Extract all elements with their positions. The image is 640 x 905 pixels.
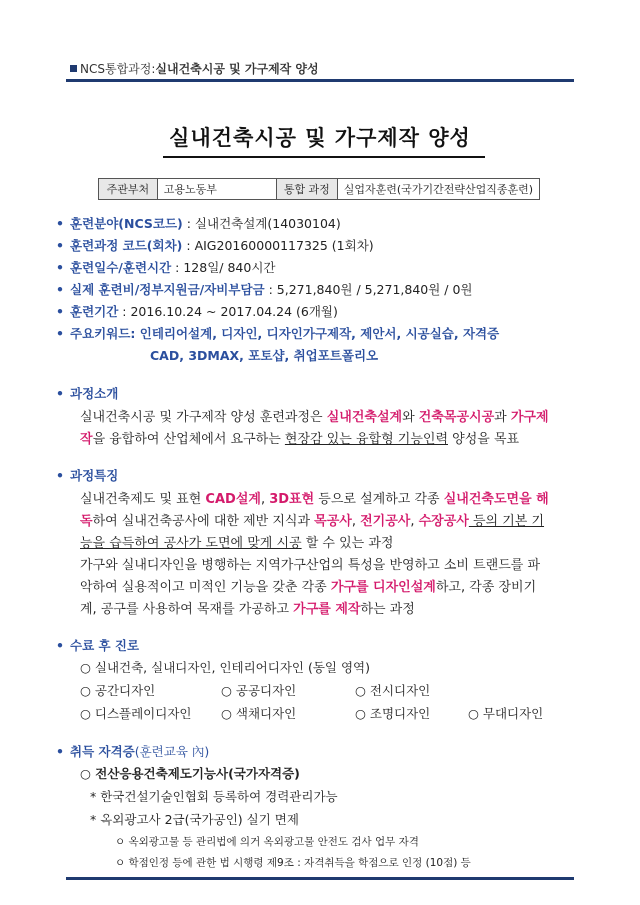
career-option: ○ 공공디자인	[221, 683, 297, 698]
cert-sub-1: ㅇ 옥외광고물 등 관리법에 의거 옥외광고물 안전도 검사 업무 자격	[115, 836, 419, 848]
cert-note-2: * 옥외광고사 2급(국가공인) 실기 면제	[90, 812, 299, 827]
features-line-6: 계, 공구를 사용하여 목재를 가공하고 가구를 제작하는 과정	[80, 602, 415, 617]
cert-note-1: * 한국건설기술인협회 등록하여 경력관리가능	[90, 789, 338, 804]
page-title: 실내건축시공 및 가구제작 양성	[169, 126, 471, 150]
intro-line-1: 실내건축시공 및 가구제작 양성 훈련과정은 실내건축설계와 건축목공시공과 가구제	[80, 410, 549, 425]
bullet-dot-icon: •	[56, 216, 64, 231]
career-option: ○ 디스플레이디자인	[80, 706, 192, 721]
info-table	[98, 178, 540, 200]
cert-sub-2: ㅇ 학점인정 등에 관한 법 시행령 제9조 : 자격취득을 학점으로 인정 (10점) 등	[115, 857, 471, 869]
header-title: 실내건축시공 및 가구제작 양성	[155, 62, 319, 76]
career-row-1: ○ 실내건축, 실내디자인, 인테리어디자인 (동일 영역)	[80, 660, 370, 675]
page-header	[70, 60, 319, 77]
top-rule	[66, 79, 574, 82]
features-section-title: • 과정특징	[56, 468, 119, 483]
course-label: 통합 과정	[276, 179, 337, 200]
career-option: ○ 색채디자인	[221, 706, 297, 721]
features-line-1: 실내건축제도 및 표현 CAD설계, 3D표현 등으로 설계하고 각종 실내건축도면을 해	[80, 492, 549, 507]
cert-main: ○ 전산응용건축제도기능사(국가자격증)	[80, 766, 300, 781]
keywords-line2: CAD, 3DMAX, 포토샵, 취업포트폴리오	[150, 348, 379, 363]
bullet-dot-icon: •	[56, 260, 64, 275]
course-value: 실업자훈련(국가기간전략산업직종훈련)	[337, 179, 539, 200]
keywords-item: • 주요키워드: 인테리어설계, 디자인, 디자인가구제작, 제안서, 시공실습, 자격증	[56, 326, 500, 341]
intro-section-title: • 과정소개	[56, 386, 119, 401]
bullet-dot-icon: •	[56, 282, 64, 297]
features-line-2: 독하여 실내건축공사에 대한 제반 지식과 목공사, 전기공사, 수장공사 등의 기본 기	[80, 514, 545, 529]
career-section-title: • 수료 후 진로	[56, 638, 140, 653]
list-item: • 훈련분야(NCS코드) : 실내건축설계(14030104)	[56, 216, 341, 231]
features-line-5: 악하여 실용적이고 미적인 기능을 갖춘 각종 가구를 디자인설계하고, 각종 장비기	[80, 580, 537, 595]
list-item: • 훈련일수/훈련시간 : 128일/ 840시간	[56, 260, 276, 275]
cert-section-title: • 취득 자격증(훈련교육 內)	[56, 744, 210, 759]
bullet-dot-icon: •	[56, 468, 64, 483]
bullet-dot-icon: •	[56, 238, 64, 253]
list-item: • 훈련기간 : 2016.10.24 ~ 2017.04.24 (6개월)	[56, 304, 338, 319]
career-option: ○ 전시디자인	[355, 683, 431, 698]
intro-line-2: 작을 융합하여 산업체에서 요구하는 현장감 있는 융합형 기능인력 양성을 목표	[80, 432, 520, 447]
list-item: • 실제 훈련비/정부지원금/자비부담금 : 5,271,840원 / 5,271,840원 / 0원	[56, 282, 473, 297]
header-prefix: NCS통합과정:	[80, 62, 156, 76]
square-bullet-icon	[70, 65, 77, 72]
bullet-dot-icon: •	[56, 638, 64, 653]
career-option: ○ 공간디자인	[80, 683, 156, 698]
bullet-dot-icon: •	[56, 386, 64, 401]
bottom-rule	[66, 877, 574, 880]
career-option: ○ 조명디자인	[355, 706, 431, 721]
agency-value: 고용노동부	[157, 179, 276, 200]
features-line-4: 가구와 실내디자인을 병행하는 지역가구산업의 특성을 반영하고 소비 트랜드를 파	[80, 558, 541, 573]
career-option: ○ 무대디자인	[468, 706, 544, 721]
bullet-dot-icon: •	[56, 326, 64, 341]
bullet-dot-icon: •	[56, 744, 64, 759]
agency-label: 주관부처	[99, 179, 158, 200]
table-row	[99, 179, 540, 200]
list-item: • 훈련과정 코드(회차) : AIG20160000117325 (1회차)	[56, 238, 374, 253]
title-underline	[163, 156, 485, 158]
bullet-dot-icon: •	[56, 304, 64, 319]
features-line-3: 능을 습득하여 공사가 도면에 맞게 시공 할 수 있는 과정	[80, 536, 394, 551]
